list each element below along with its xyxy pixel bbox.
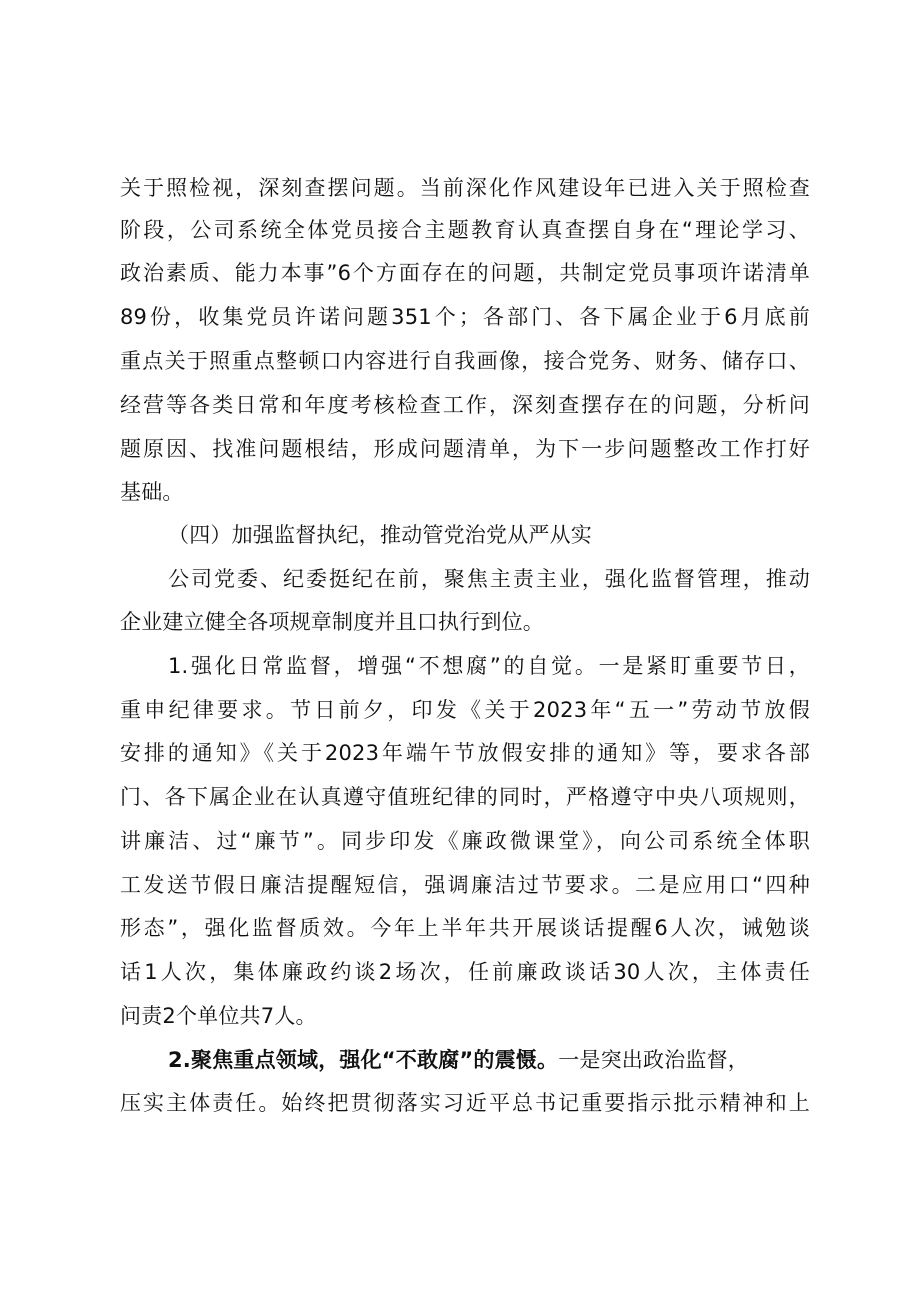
body-line: 工发送节假日廉洁提醒短信，强调廉洁过节要求。二是应用口“四种: [120, 873, 810, 897]
body-line: 阶段，公司系统全体党员接合主题教育认真查摆自身在“理论学习、: [120, 218, 810, 242]
body-line: 政治素质、能力本事”6个方面存在的问题，共制定党员事项许诺清单: [120, 261, 810, 285]
body-line: 话1人次，集体廉政约谈2场次，任前廉政谈话30人次，主体责任: [120, 960, 810, 984]
section-heading: （四）加强监督执纪，推动管党治党从严从实: [168, 523, 592, 547]
body-line: 重点关于照重点整顿口内容进行自我画像，接合党务、财务、储存口、: [120, 349, 810, 373]
body-line: 题原因、找准问题根结，形成问题清单，为下一步问题整改工作打好: [120, 437, 810, 461]
body-line: 企业建立健全各项规章制度并且口执行到位。: [120, 610, 544, 634]
body-line: 89份，收集党员许诺问题351个；各部门、各下属企业于6月底前: [120, 305, 810, 329]
body-line: 经营等各类日常和年度考核检查工作，深刻查摆存在的问题，分析问: [120, 393, 810, 417]
body-line: 门、各下属企业在认真遵守值班纪律的同时，严格遵守中央八项规则，: [120, 785, 810, 809]
subsection-line: 1.强化日常监督，增强“不想腐”的自觉。一是紧盯重要节日，: [168, 654, 810, 678]
body-line: 形态”，强化监督质效。今年上半年共开展谈话提醒6人次，诫勉谈: [120, 916, 810, 940]
body-line: 公司党委、纪委挺纪在前，聚焦主责主业，强化监督管理，推动: [168, 567, 810, 591]
body-line: 重申纪律要求。节日前夕，印发《关于2023年“五一”劳动节放假: [120, 698, 810, 722]
body-line: 基础。: [120, 480, 184, 504]
body-line: 问责2个单位共7人。: [120, 1004, 317, 1028]
subsection-heading: 2.聚焦重点领域，强化“不敢腐”的震慑。: [168, 1048, 559, 1072]
body-line: 压实主体责任。始终把贯彻落实习近平总书记重要指示批示精神和上: [120, 1091, 810, 1115]
body-line: 安排的通知》《关于2023年端午节放假安排的通知》等，要求各部: [120, 741, 810, 765]
subsection-line: [168, 1045, 810, 1075]
body-line: 讲廉洁、过“廉节”。同步印发《廉政微课堂》，向公司系统全体职: [120, 829, 810, 853]
body-line: 关于照检视，深刻查摆问题。当前深化作风建设年已进入关于照检查: [120, 176, 810, 200]
body-text: 一是突出政治监督，: [558, 1048, 750, 1072]
